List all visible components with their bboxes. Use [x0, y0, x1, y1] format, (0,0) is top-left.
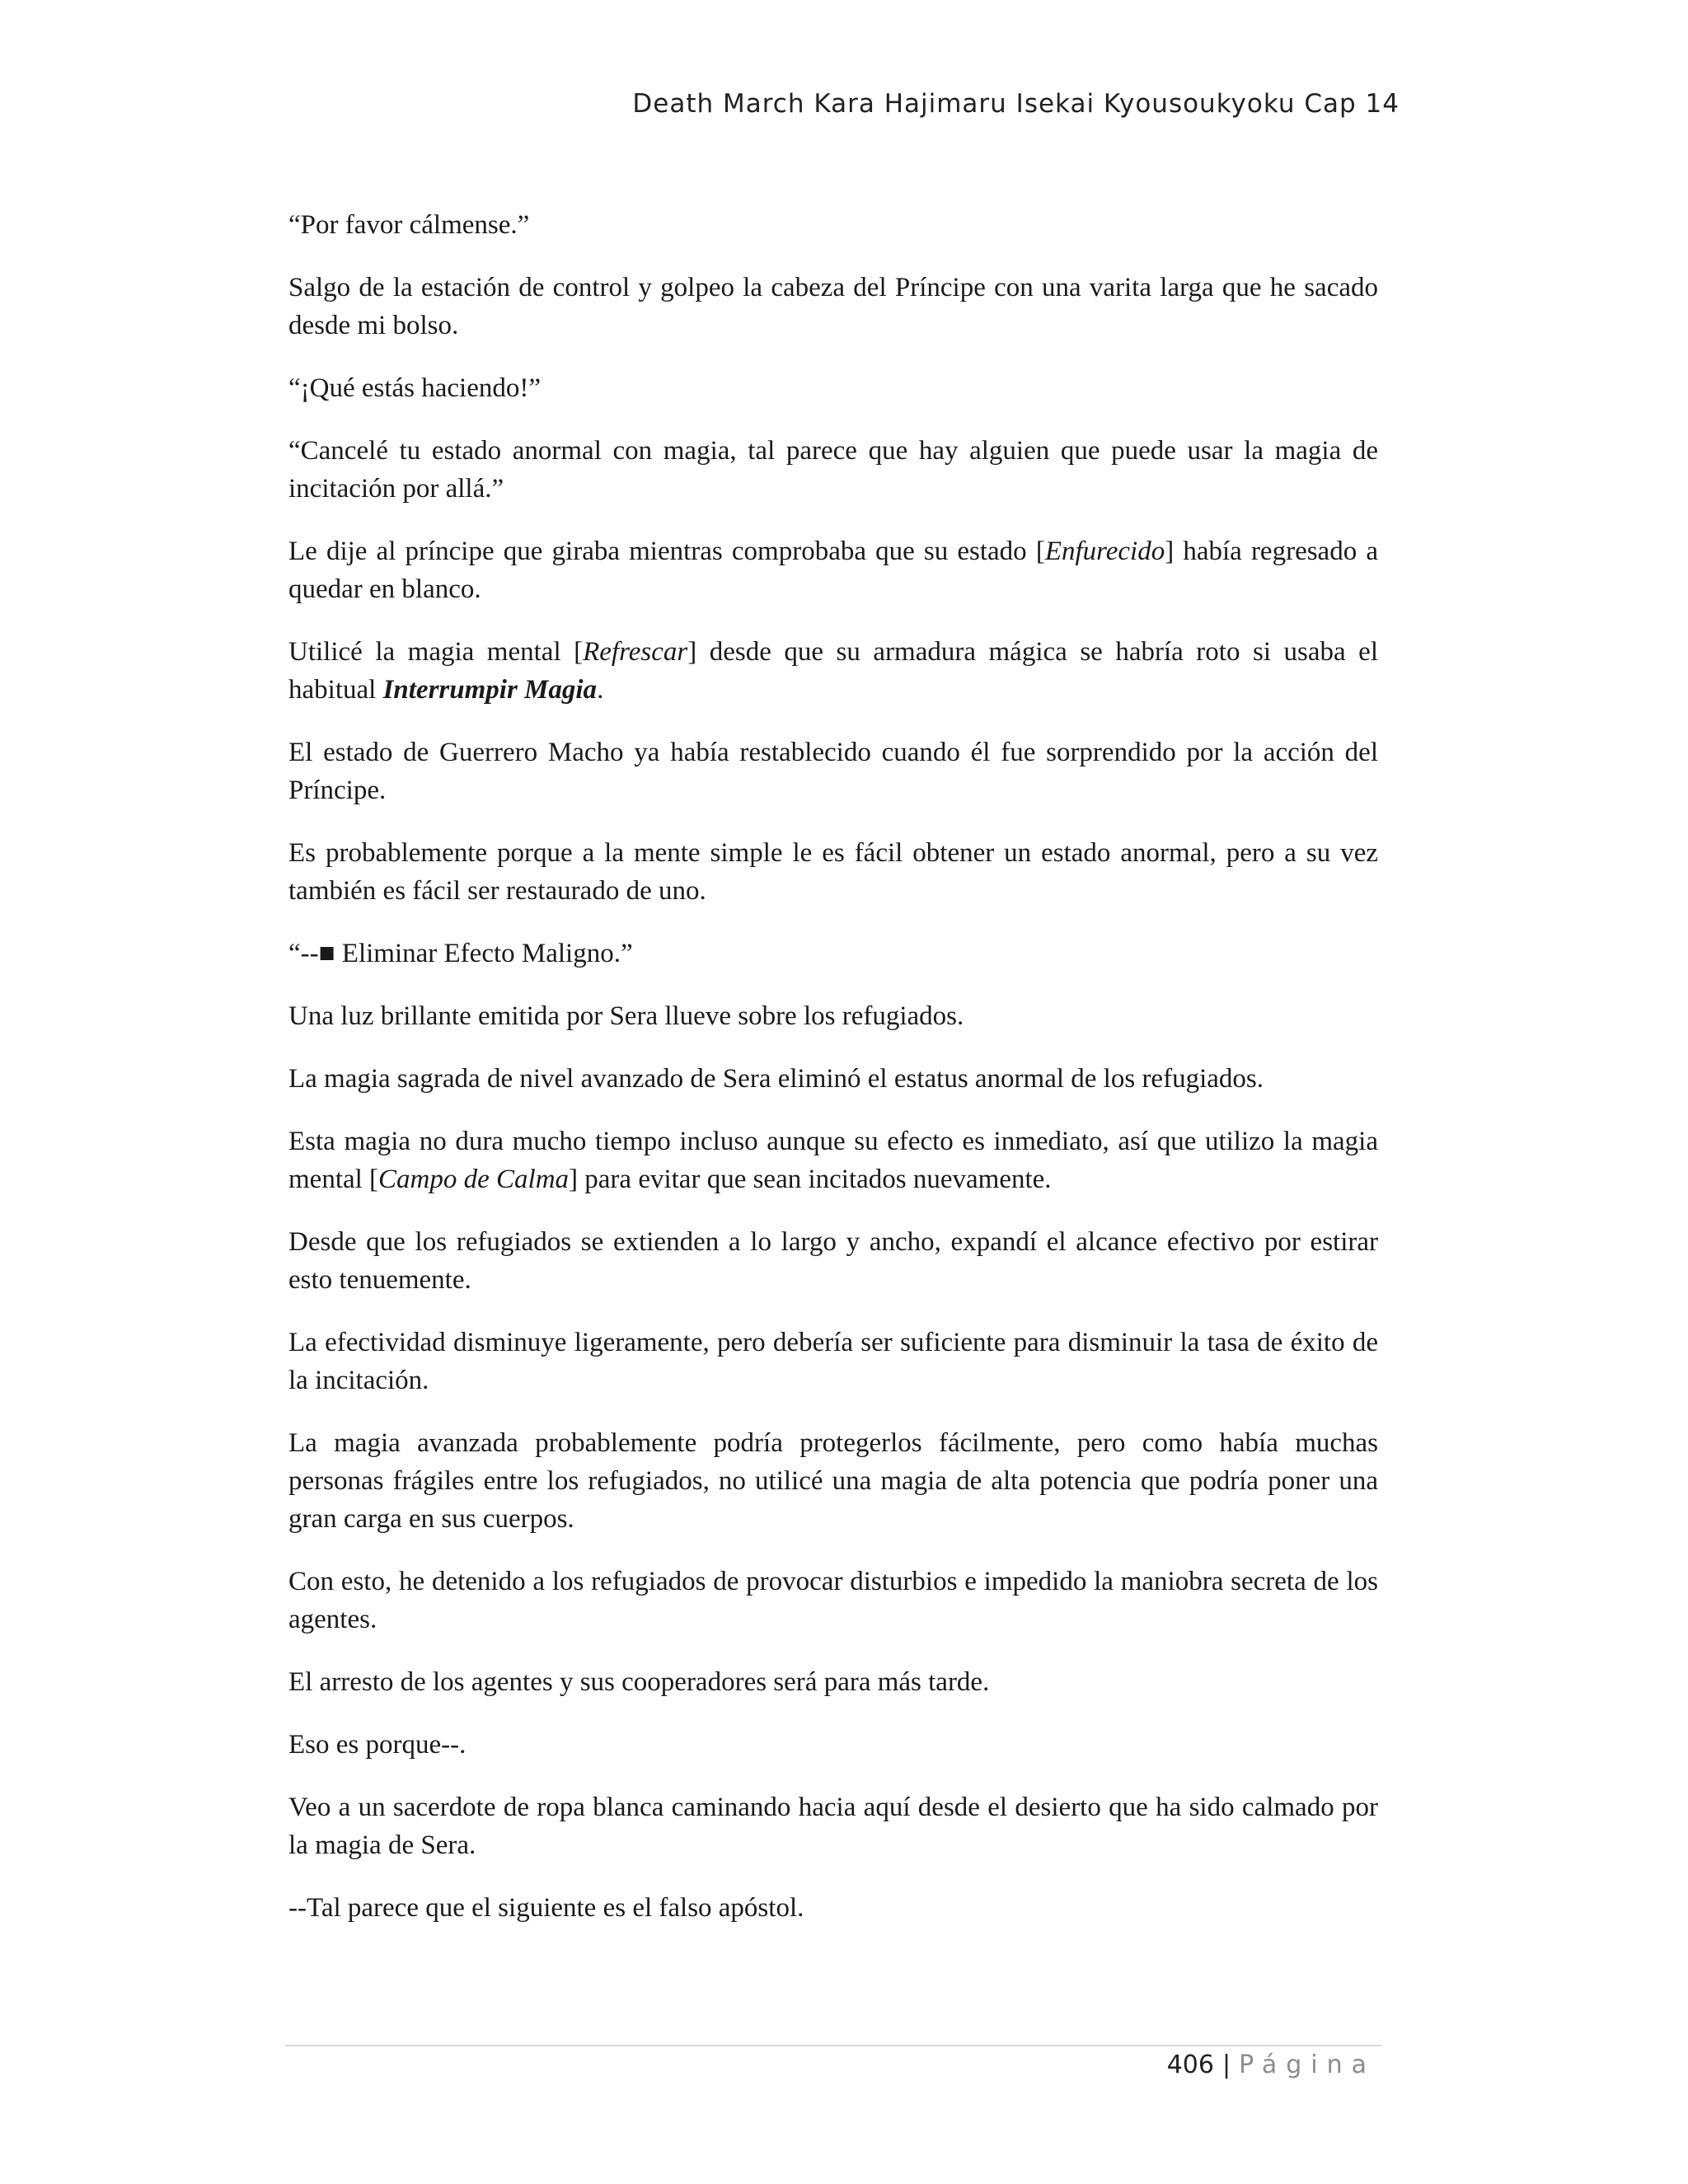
paragraph-1: “Por favor cálmense.”	[288, 210, 530, 240]
paragraph-18: Eso es porque--.	[288, 1730, 467, 1760]
page-body	[288, 206, 1378, 1927]
paragraph-6-text-a: Utilicé la magia mental [	[288, 637, 584, 667]
paragraph-2: Salgo de la estación de control y golpeo la cabeza del Príncipe con una varita larga que he sacado desde mi bolso.	[288, 273, 1378, 340]
page-number: 406	[1166, 2050, 1214, 2079]
footer-separator: |	[1221, 2050, 1231, 2079]
status-term-enfurecido: Enfurecido	[1044, 537, 1165, 566]
spell-term-interrumpir-magia: Interrumpir Magia	[382, 675, 598, 705]
paragraph-12-text-a: Esta magia no dura mucho tiempo incluso aunque su efecto es inmediato, así que utilizo la magia mental [	[288, 1127, 1378, 1194]
paragraph-6-text-b: ] desde que su armadura mágica se habría roto si usaba el habitual	[288, 637, 1378, 705]
paragraph-6	[288, 633, 1378, 709]
paragraph-5-text-a: Le dije al príncipe que giraba mientras comprobaba que su estado [	[288, 537, 1045, 566]
page-label: Página	[1239, 2050, 1376, 2079]
paragraph-15: La magia avanzada probablemente podría protegerlos fácilmente, pero como había muchas personas frágiles entre los refugiados, no utilicé una magia de alta potencia que podría poner una gran carga en sus cuerpos.	[288, 1428, 1378, 1534]
paragraph-3: “¡Qué estás haciendo!”	[288, 373, 542, 403]
spell-term-refrescar: Refrescar	[583, 637, 688, 667]
paragraph-17: El arresto de los agentes y sus cooperadores será para más tarde.	[288, 1667, 990, 1697]
paragraph-6-text-c: .	[597, 675, 604, 705]
paragraph-13: Desde que los refugiados se extienden a lo largo y ancho, expandí el alcance efectivo por estirar esto tenuemente.	[288, 1227, 1378, 1295]
footer-divider	[285, 2045, 1381, 2046]
paragraph-5-text-b: ] había regresado a quedar en blanco.	[288, 537, 1378, 604]
paragraph-12-text-b: ] para evitar que sean incitados nuevamente.	[569, 1165, 1052, 1194]
paragraph-19: Veo a un sacerdote de ropa blanca caminando hacia aquí desde el desierto que ha sido calmado por la magia de Sera.	[288, 1793, 1378, 1860]
page-footer	[1167, 2050, 1376, 2079]
paragraph-20: --Tal parece que el siguiente es el falso apóstol.	[288, 1893, 804, 1923]
paragraph-14: La efectividad disminuye ligeramente, pero debería ser suficiente para disminuir la tasa de éxito de la incitación.	[288, 1328, 1378, 1395]
spell-term-campo-de-calma: Campo de Calma	[378, 1165, 570, 1194]
paragraph-5	[288, 532, 1378, 608]
running-header: Death March Kara Hajimaru Isekai Kyousoukyoku Cap 14	[632, 89, 1400, 119]
paragraph-4: “Cancelé tu estado anormal con magia, tal parece que hay alguien que puede usar la magia de incitación por allá.”	[288, 436, 1378, 504]
paragraph-9: “--■ Eliminar Efecto Maligno.”	[288, 939, 633, 968]
paragraph-7: El estado de Guerrero Macho ya había restablecido cuando él fue sorprendido por la acción del Príncipe.	[288, 738, 1378, 805]
paragraph-8: Es probablemente porque a la mente simple le es fácil obtener un estado anormal, pero a su vez también es fácil ser restaurado de uno.	[288, 838, 1378, 906]
paragraph-11: La magia sagrada de nivel avanzado de Sera eliminó el estatus anormal de los refugiados.	[288, 1064, 1264, 1094]
paragraph-12	[288, 1122, 1378, 1198]
paragraph-16: Con esto, he detenido a los refugiados de provocar disturbios e impedido la maniobra secreta de los agentes.	[288, 1567, 1378, 1634]
paragraph-10: Una luz brillante emitida por Sera llueve sobre los refugiados.	[288, 1001, 964, 1031]
